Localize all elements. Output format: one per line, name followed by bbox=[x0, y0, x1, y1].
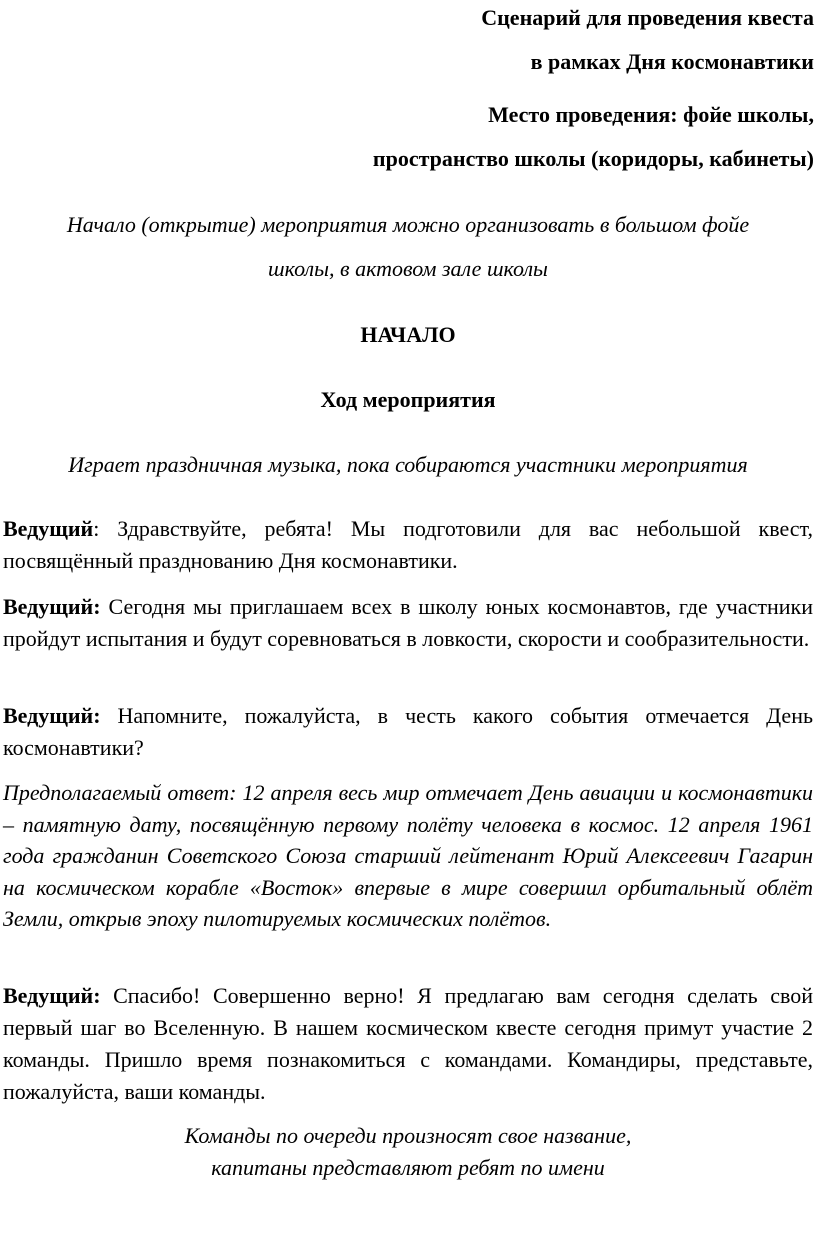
header-line-2: в рамках Дня космонавтики bbox=[530, 49, 814, 74]
intro-note-line-1: Начало (открытие) мероприятия можно организовать в большом фойе bbox=[66, 212, 750, 237]
speaker-label: Ведущий: bbox=[3, 594, 101, 619]
speaker-separator: : bbox=[93, 516, 100, 541]
header-line-3: Место проведения: фойе школы, bbox=[488, 102, 814, 127]
closing-note-line-1: Команды по очереди произносят свое название, bbox=[184, 1123, 632, 1148]
closing-note-line-2: капитаны представляют ребят по имени bbox=[211, 1155, 605, 1180]
header-line-4: пространство школы (коридоры, кабинеты) bbox=[372, 146, 814, 171]
music-note: Играет праздничная музыка, пока собираются участники мероприятия bbox=[68, 452, 748, 477]
dialogue-text: Спасибо! Совершенно верно! Я предлагаю вам сегодня сделать свой первый шаг во Вселенную. В нашем космическом квесте сегодня примут участие 2 команды. Пришло время познакомиться с командами. Командиры, представьте, пожалуйста, ваши команды. bbox=[3, 983, 813, 1104]
subtitle: Ход мероприятия bbox=[320, 387, 496, 412]
speaker-label: Ведущий: bbox=[3, 983, 101, 1008]
dialogue-paragraph-2 bbox=[3, 591, 813, 655]
dialogue-paragraph-4 bbox=[3, 980, 813, 1108]
dialogue-paragraph-3 bbox=[3, 700, 813, 764]
expected-answer: Предполагаемый ответ: 12 апреля весь мир отмечает День авиации и космонавтики – памятную дату, посвящённую первому полёту человека в космос. 12 апреля 1961 года гражданин Советского Союза старший лейтенант Юрий Алексеевич Гагарин на космическом корабле «Восток» впервые в мире совершил орбитальный облёт Земли, открыв эпоху пилотируемых космических полётов. bbox=[3, 780, 813, 931]
dialogue-paragraph-1 bbox=[3, 513, 813, 577]
section-title: НАЧАЛО bbox=[360, 322, 456, 347]
dialogue-text: Напомните, пожалуйста, в честь какого события отмечается День космонавтики? bbox=[3, 703, 813, 760]
speaker-label: Ведущий bbox=[3, 516, 94, 541]
speaker-label: Ведущий: bbox=[3, 703, 101, 728]
dialogue-text: Здравствуйте, ребята! Мы подготовили для вас небольшой квест, посвящённый празднованию Дня космонавтики. bbox=[3, 516, 813, 573]
header-line-1: Сценарий для проведения квеста bbox=[481, 5, 814, 30]
intro-note-line-2: школы, в актовом зале школы bbox=[268, 256, 548, 281]
dialogue-text: Сегодня мы приглашаем всех в школу юных космонавтов, где участники пройдут испытания и будут соревноваться в ловкости, скорости и сообразительности. bbox=[3, 594, 813, 651]
